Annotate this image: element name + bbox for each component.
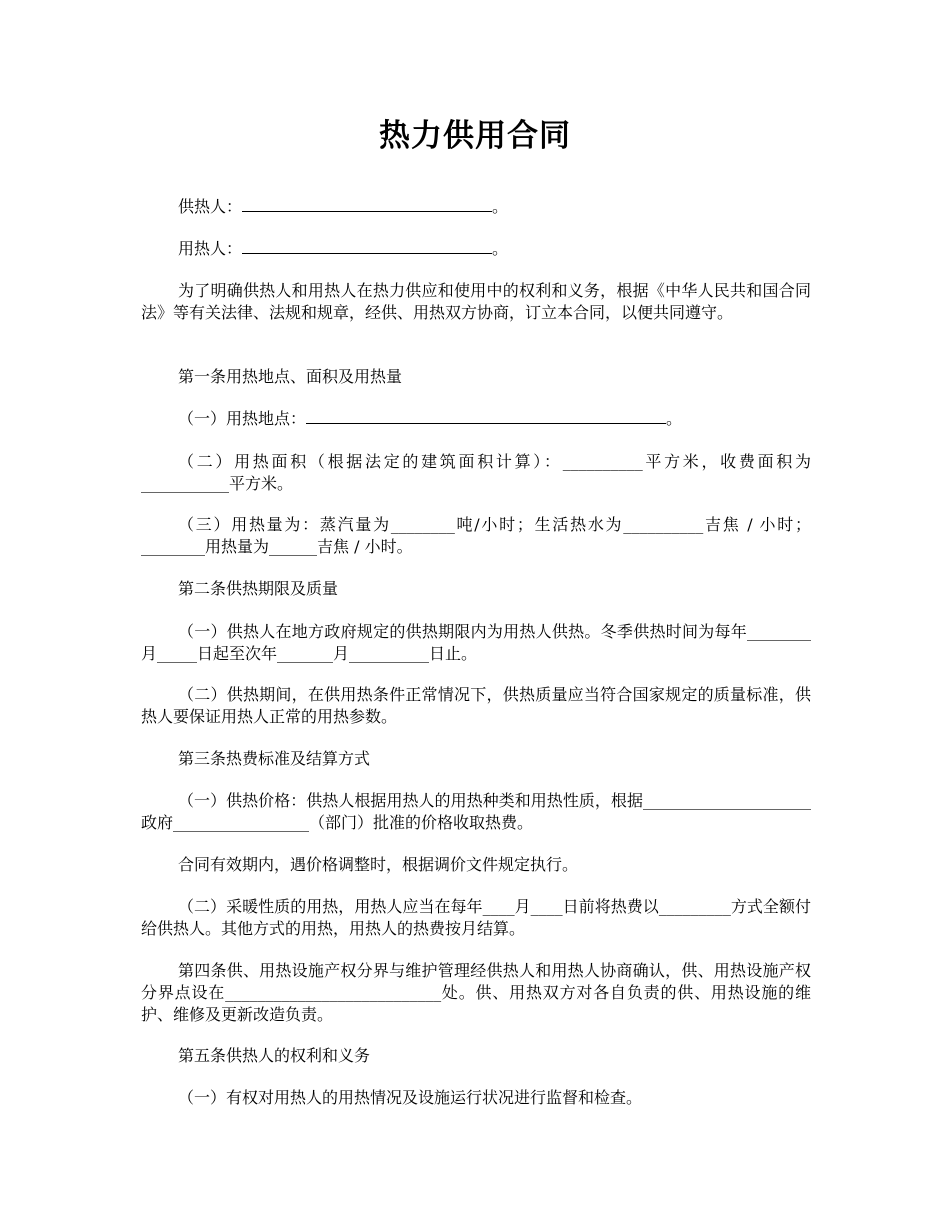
supplier-label: 供热人： <box>178 197 243 216</box>
article2-heading: 第二条供热期限及质量 <box>178 579 339 598</box>
article1-item1 <box>141 408 811 430</box>
article3-item1: （一）供热价格：供热人根据用热人的用热种类和用热性质，根据_____________________政府_________________（部门）批准的价格收取热费。 <box>141 791 811 832</box>
article4-paragraph: 第四条供、用热设施产权分界与维护管理经供热人和用热人协商确认，供、用热设施产权分界点设在___________________________处。供、用热双方对各自负责的供、用热设施的维护、维修及更新改造负责。 <box>141 961 811 1024</box>
location-blank <box>306 408 666 424</box>
supplier-line <box>141 196 811 218</box>
supplier-end: 。 <box>492 197 509 216</box>
article2-item2: （二）供热期间，在供用热条件正常情况下，供热质量应当符合国家规定的质量标准，供热人要保证用热人正常的用热参数。 <box>141 685 811 726</box>
article1-item2: （二）用热面积（根据法定的建筑面积计算）：__________平方米，收费面积为___________平方米。 <box>141 452 811 493</box>
article1-heading: 第一条用热地点、面积及用热量 <box>178 367 403 386</box>
article1-item3: （三）用热量为：蒸汽量为________吨/小时；生活热水为__________吉焦 / 小时；________用热量为______吉焦 / 小时。 <box>141 515 811 556</box>
article5-item1: （一）有权对用热人的用热情况及设施运行状况进行监督和检查。 <box>178 1088 643 1107</box>
article5-heading: 第五条供热人的权利和义务 <box>178 1046 371 1065</box>
location-end: 。 <box>666 409 683 428</box>
user-blank <box>242 238 492 254</box>
article3-heading: 第三条热费标准及结算方式 <box>178 749 371 768</box>
preamble-paragraph: 为了明确供热人和用热人在热力供应和使用中的权利和义务，根据《中华人民共和国合同法》等有关法律、法规和规章，经供、用热双方协商，订立本合同，以便共同遵守。 <box>141 281 811 322</box>
user-label: 用热人： <box>178 239 243 258</box>
user-end: 。 <box>492 239 509 258</box>
document-title: 热力供用合同 <box>379 118 571 154</box>
article3-item2: （二）采暖性质的用热，用热人应当在每年____月____日前将热费以_________方式全额付给供热人。其他方式的用热，用热人的热费按月结算。 <box>141 897 811 938</box>
user-line <box>141 238 811 260</box>
supplier-blank <box>242 196 492 212</box>
article3-note: 合同有效期内，遇价格调整时，根据调价文件规定执行。 <box>178 855 579 874</box>
location-label: （一）用热地点： <box>178 409 307 428</box>
article2-item1: （一）供热人在地方政府规定的供热期限内为用热人供热。冬季供热时间为每年________月_____日起至次年_______月__________日止。 <box>141 622 811 663</box>
